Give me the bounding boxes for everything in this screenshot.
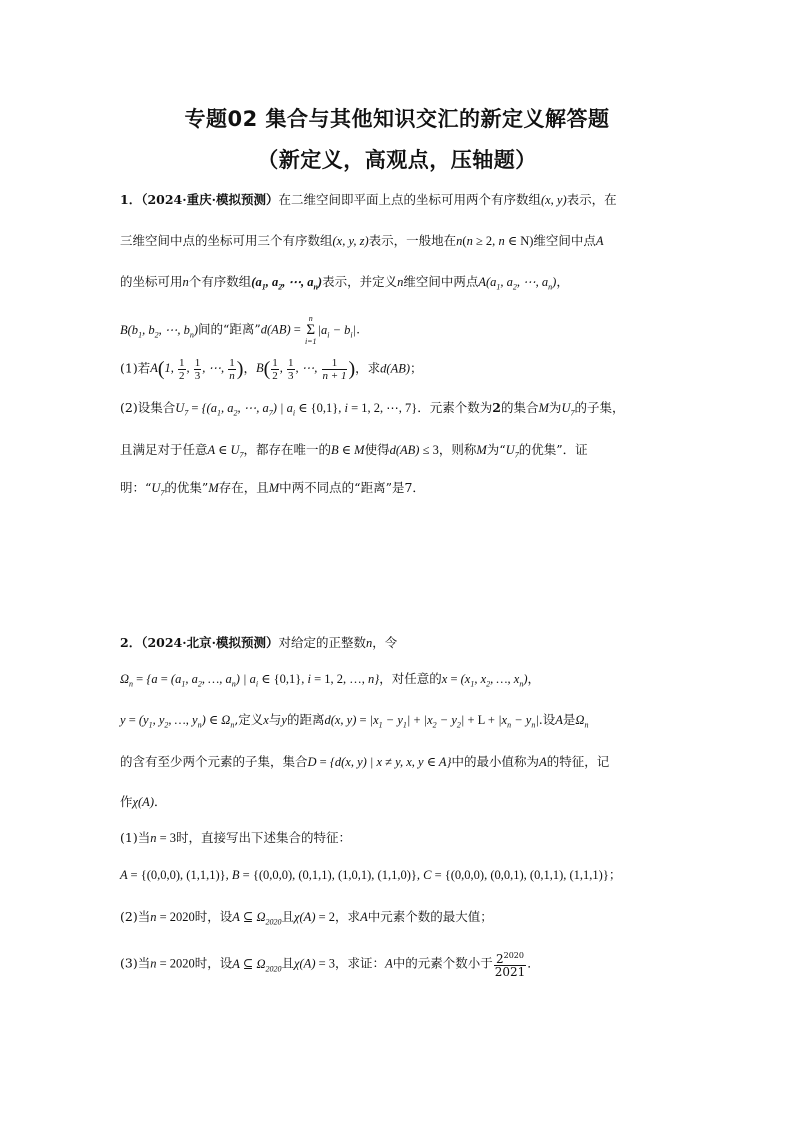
q1-part-1: (1)若A(1, $\frac{1}{2}$ , $\frac{1}{3}$ , ⋯, $\frac{1}{n}$ )，B( $\frac{1}{2}$ , $\frac{1}{3}$ , ⋯, $\frac{1}{n + 1}$ )，求d(AB)；: [120, 357, 423, 382]
q1-line-3: 的坐标可用n个有序数组($a_1$, $a_2$, ⋯, $a_n$)表示，并定义n维空间中两点$A(a_1$, $a_2$, ⋯, $a_n$)，: [120, 274, 569, 292]
q1-part-2-end: 明：“$U_7$的优集”M存在，且M中两不同点的“距离”是7．: [120, 480, 425, 498]
q2-part-1-sets: A = {(0,0,0), (1,1,1)}, B = {(0,0,0), (0,1,1), (1,0,1), (1,1,0)}, C = {(0,0,0), (0,0,1), (0,1,1), (1,1,1)}；: [120, 867, 622, 882]
page-title: 专题02 集合与其他知识交汇的新定义解答题: [184, 107, 610, 131]
q2-source: （2024·北京·模拟预测）: [141, 635, 279, 650]
q2-line-2: $\Omega_n = \{a = (a_1$, $a_2$, …, $a_n$) | $a_i$ ∈ {0,1}, i = 1, 2, …, n}，对任意的$x = (x_1$, $x_2$, …, $x_n$)，: [120, 671, 541, 689]
q1-source: （2024·重庆·模拟预测）: [141, 192, 279, 207]
q1-part-2-cont: 且满足对于任意A ∈ $U_7$，都存在唯一的B ∈ M使得d(AB) ≤ 3，则称M为“$U_7$的优集”．证: [120, 442, 588, 460]
q2-line-3: $y = (y_1$, $y_2$, …, $y_n$) ∈ $\Omega_n$,定义x与y的距离d(x, $y) = |x_1 - y_1| + |x_2 - y_2| + L + |x_n - y_n|$.设A是$\Omega_n$: [120, 712, 589, 730]
q1-number: 1．: [120, 192, 142, 207]
q1-part-2: (2)设集合$U_7 = \{(a_1$, $a_2$, ⋯, $a_7$) | $a_i$ ∈ {0,1}, i = 1, 2, ⋯, 7}．元素个数为2的集合M为$U_7$的子集，: [120, 400, 625, 418]
q1-line-1: 1．（2024·重庆·模拟预测）在二维空间即平面上点的坐标可用两个有序数组(x, y)表示，在: [120, 192, 617, 207]
q2-number: 2．: [120, 635, 142, 650]
page-subtitle: （新定义，高观点，压轴题）: [257, 148, 537, 172]
q1-line-4: $B(b_1$, $b_2$, ⋯, $b_n$)间的“距离”d(AB) = n Σ $i=1|a_i - b_i|$.: [120, 314, 361, 346]
q2-part-3: (3)当n = 2020时，设A ⊆ $\Omega_{2020}$且χ(A) = 3，求证：A中的元素个数小于 $\frac{2^{2020}}{2021}$ ．: [120, 951, 540, 979]
q2-part-1: (1)当n = 3时，直接写出下述集合的特征：: [120, 830, 352, 845]
q2-line-1: 2．（2024·北京·模拟预测）对给定的正整数n，令: [120, 635, 398, 650]
q2-line-5: 作χ(A)．: [120, 794, 167, 809]
q1-line-2: 三维空间中点的坐标可用三个有序数组(x, y, z)表示，一般地在n(n ≥ 2, n ∈ N)维空间中点A: [120, 233, 604, 248]
q2-part-2: (2)当n = 2020时，设A ⊆ $\Omega_{2020}$且χ(A) = 2，求A中元素个数的最大值；: [120, 909, 493, 927]
q2-line-4: 的含有至少两个元素的子集，集合D = {d(x, y) | x ≠ y, x, y ∈ A}中的最小值称为A的特征，记: [120, 754, 610, 769]
